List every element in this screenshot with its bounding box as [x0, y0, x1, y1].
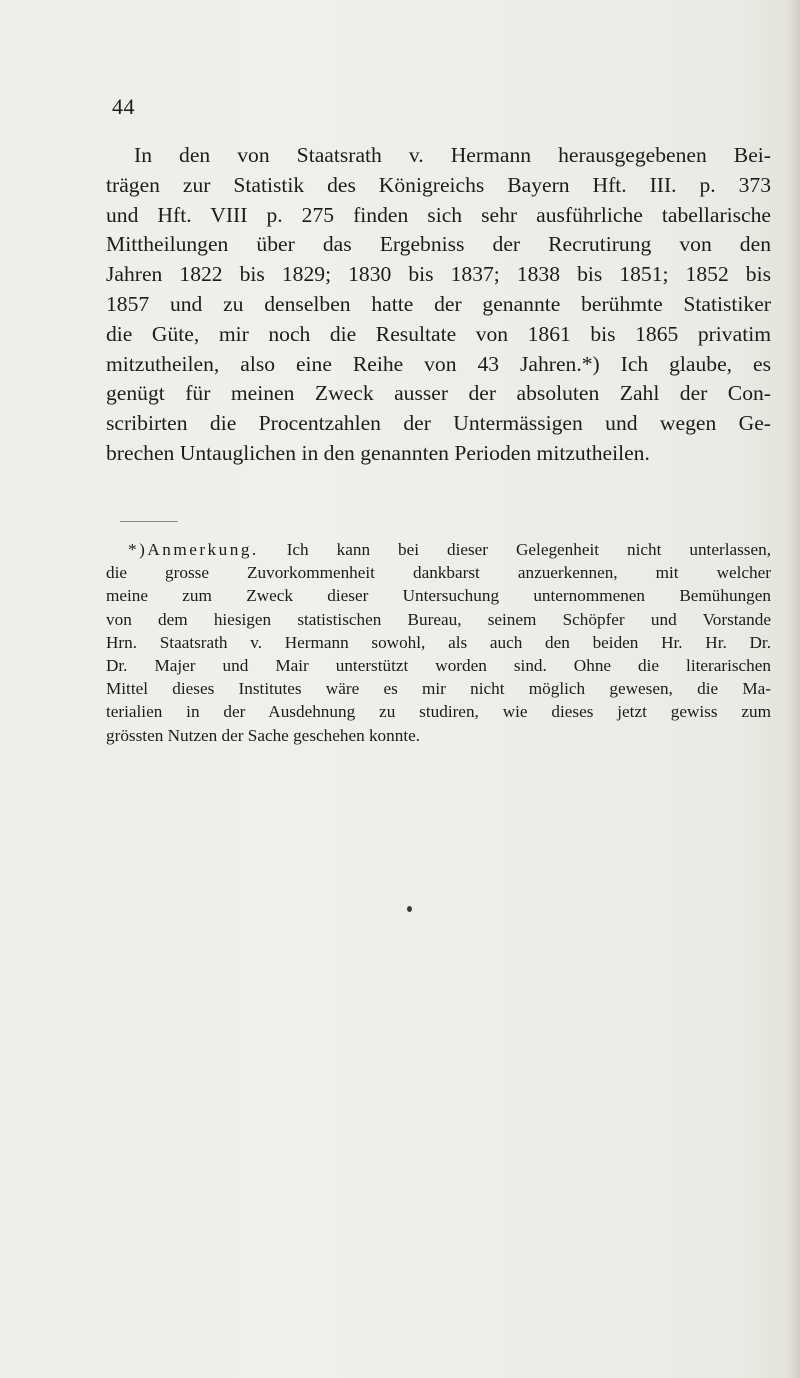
paragraph-line: In den von Staatsrath v. Hermann herausgegebenen Bei- [134, 143, 771, 167]
footnote-line: die grosse Zuvorkommenheit dankbarst anzuerkennen, mit welcher [106, 563, 771, 583]
footnote-line: grössten Nutzen der Sache geschehen konnte. [106, 725, 421, 745]
footnote-separator [120, 521, 178, 522]
paragraph-line: 1857 und zu denselben hatte der genannte berühmte Statistiker [106, 291, 771, 316]
paragraph-line: scribirten die Procentzahlen der Untermässigen und wegen Ge- [106, 411, 771, 436]
footnote-line: von dem hiesigen statistischen Bureau, seinem Schöpfer und Vorstande [106, 609, 771, 629]
footnote-first-line [106, 538, 771, 561]
paragraph-line: Jahren 1822 bis 1829; 1830 bis 1837; 1838 bis 1851; 1852 bis [106, 262, 771, 287]
paragraph-line: genügt für meinen Zweck ausser der absoluten Zahl der Con- [106, 381, 771, 406]
footnote-line: Dr. Majer und Mair unterstützt worden sind. Ohne die literarischen [106, 656, 771, 676]
footnote-line: Hrn. Staatsrath v. Hermann sowohl, als auch den beiden Hr. Hr. Dr. [106, 632, 771, 652]
ink-speck [407, 906, 412, 912]
page-number: 44 [112, 94, 135, 119]
footnote-line: terialien in der Ausdehnung zu studiren, wie dieses jetzt gewiss zum [106, 702, 771, 722]
paragraph-line: trägen zur Statistik des Königreichs Bayern Hft. III. p. 373 [106, 172, 771, 197]
paragraph-line: Mittheilungen über das Ergebniss der Recrutirung von den [106, 232, 771, 257]
footnote [106, 538, 771, 747]
paragraph-line: brechen Untauglichen in den genannten Perioden mitzutheilen. [106, 440, 650, 465]
footnote-label: *)Anmerkung. [128, 540, 259, 559]
main-paragraph [106, 141, 771, 469]
footnote-line-text: Ich kann bei dieser Gelegenheit nicht unterlassen, [286, 540, 771, 559]
paragraph-line: und Hft. VIII p. 275 finden sich sehr ausführliche tabellarische [106, 202, 771, 227]
footnote-line: meine zum Zweck dieser Untersuchung unternommenen Bemühungen [106, 586, 771, 606]
paragraph-line: mitzutheilen, also eine Reihe von 43 Jahren.*) Ich glaube, es [106, 351, 771, 376]
paragraph-line: die Güte, mir noch die Resultate von 1861 bis 1865 privatim [106, 321, 771, 346]
page-edge-shadow [786, 0, 800, 1378]
footnote-line: Mittel dieses Institutes wäre es mir nicht möglich gewesen, die Ma- [106, 679, 771, 699]
